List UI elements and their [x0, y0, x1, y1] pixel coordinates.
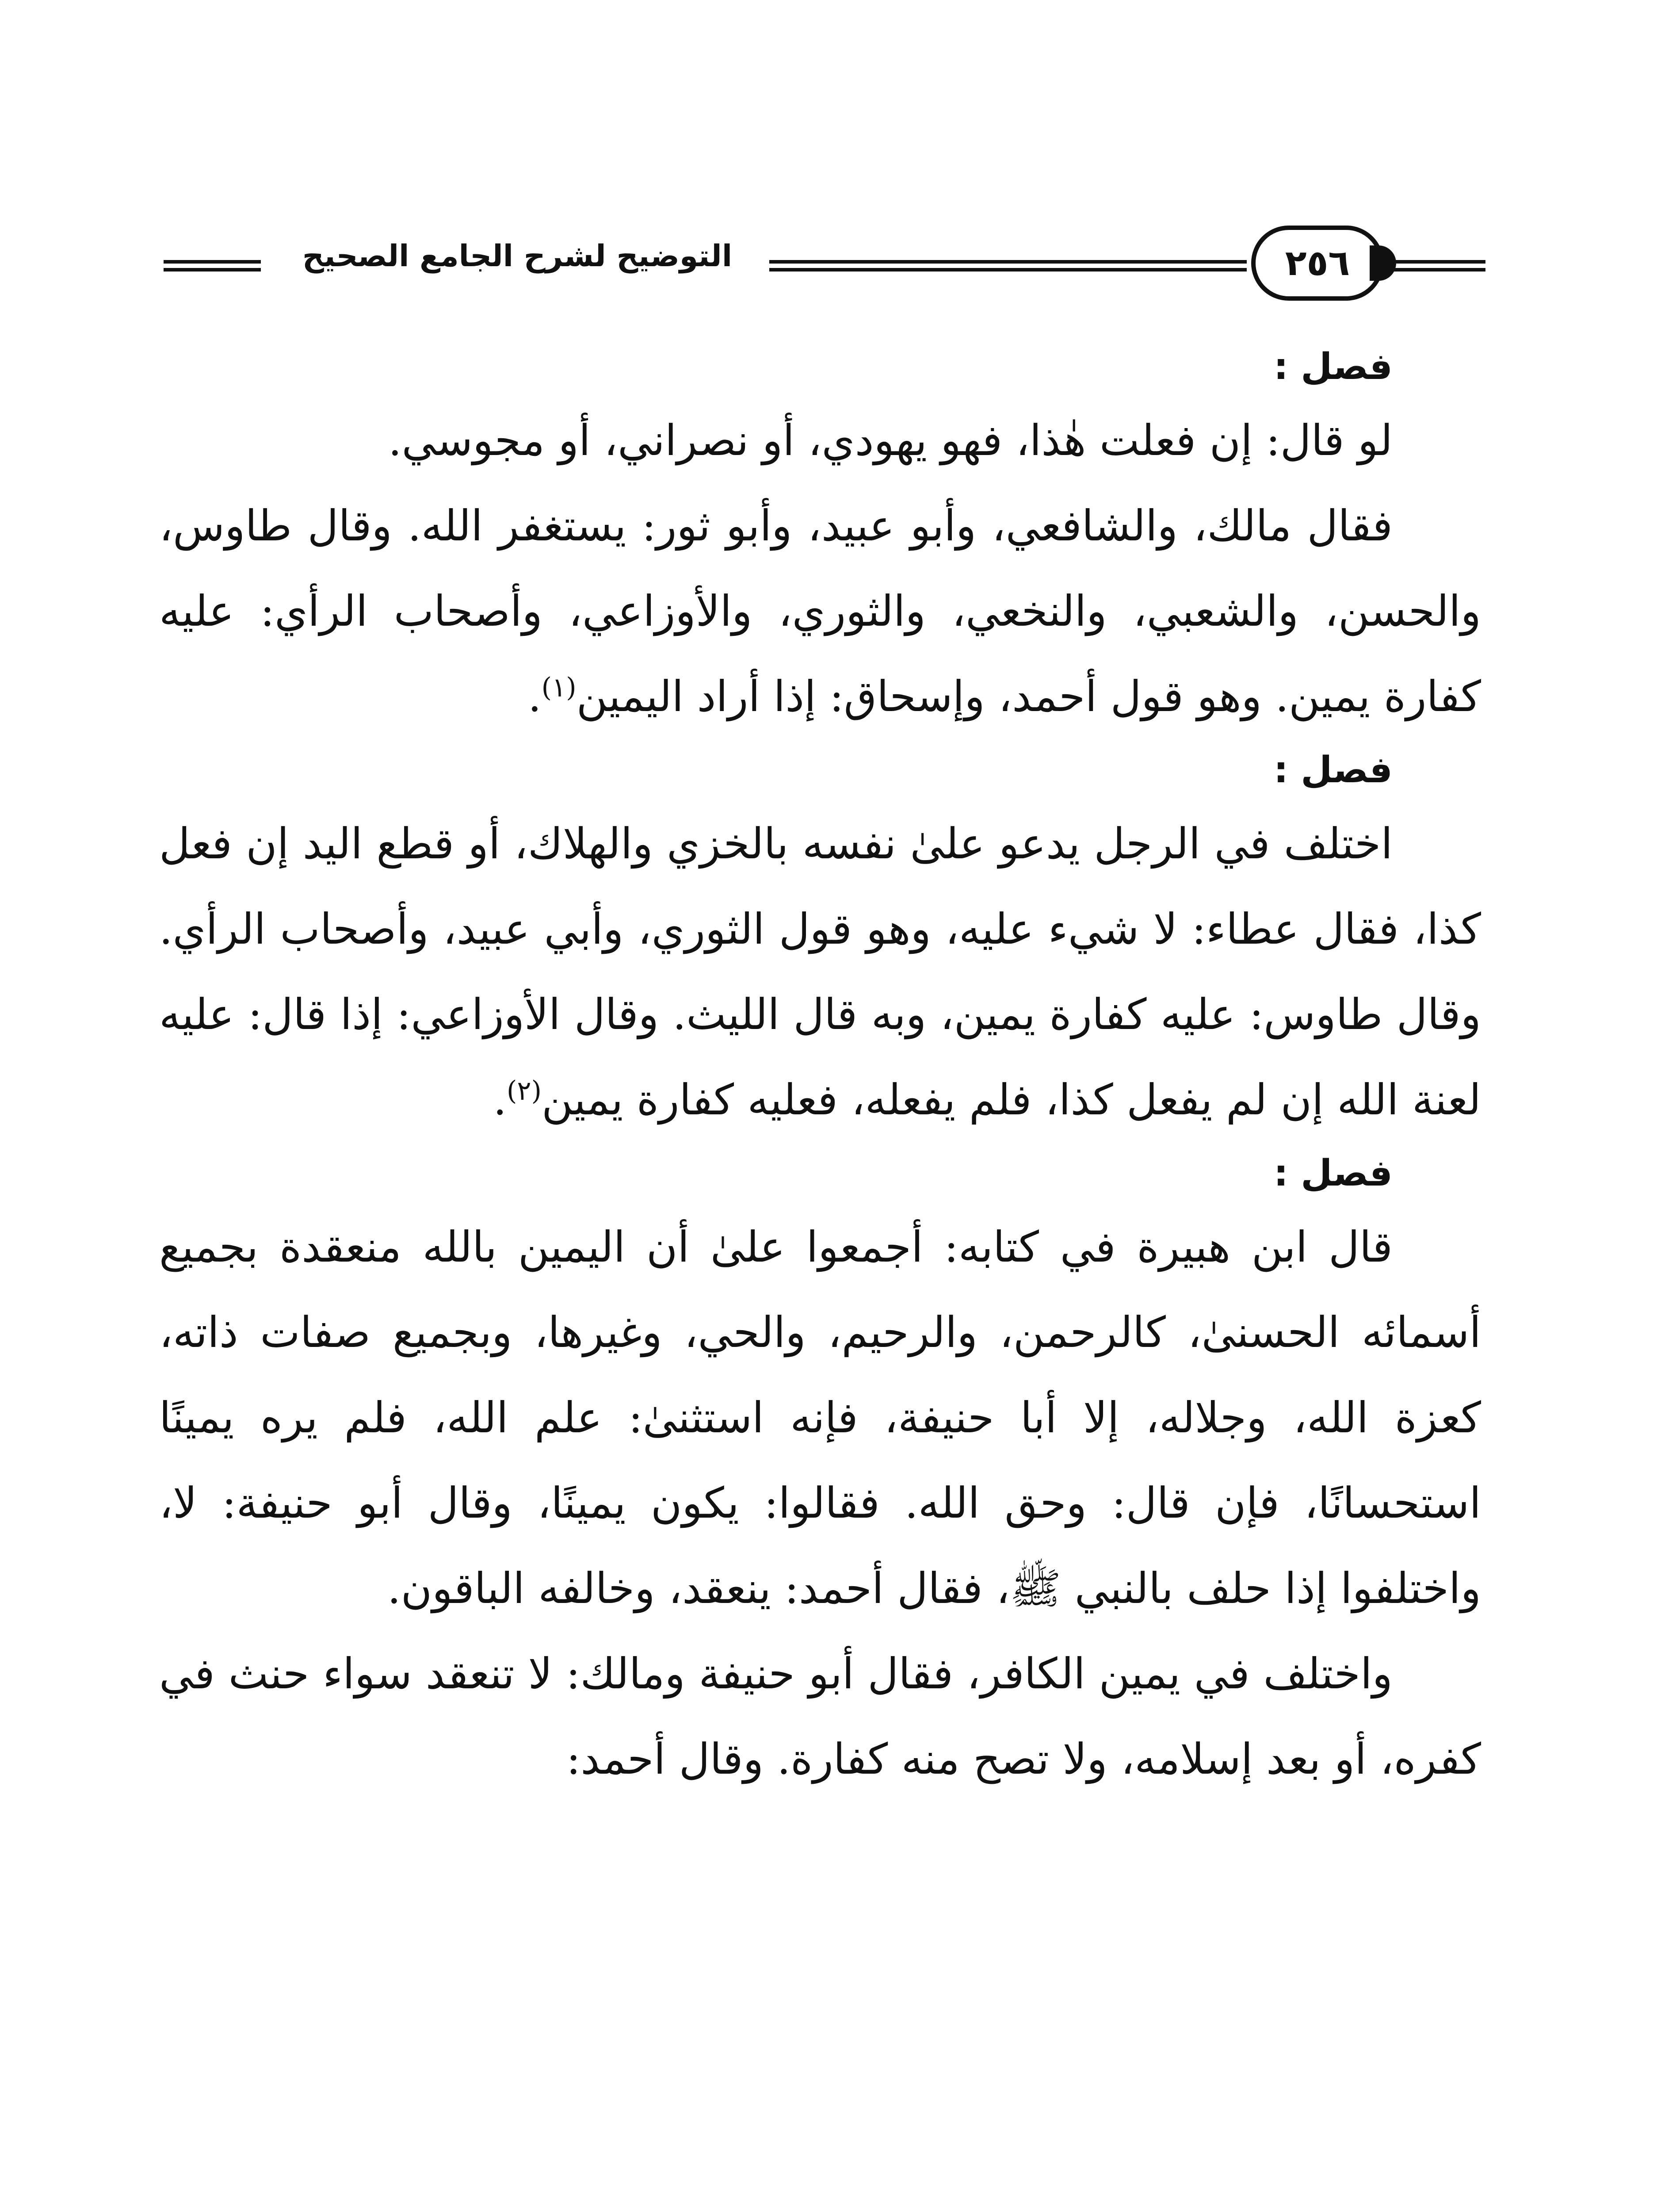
running-header	[164, 221, 1485, 310]
paragraph-text: قال ابن هبيرة في كتابه: أجمعوا علىٰ أن اليمين بالله منعقدة بجميع أسمائه الحسنىٰ، كالرحمن، والرحيم، والحي، وغيرها، وبجميع صفات ذاته، كعزة الله، وجلاله، إلا أبا حنيفة، فإنه استثنىٰ: علم الله، فلم يره يمينًا استحسانًا، فإن قال: وحق الله. فقالوا: يكون يمينًا، وقال أبو حنيفة: لا، واختلفوا إذا حلف بالنبي ﷺ، فقال أحمد: ينعقد، وخالفه الباقون.	[159, 1222, 1481, 1613]
running-title: التوضيح لشرح الجامع الصحيح	[302, 239, 733, 274]
paragraph-text-end: .	[528, 672, 542, 721]
main-text	[159, 336, 1481, 1802]
paragraph	[159, 1631, 1481, 1802]
paragraph-text: اختلف في الرجل يدعو علىٰ نفسه بالخزي والهلاك، أو قطع اليد إن فعل كذا، فقال عطاء: لا شيء عليه، وهو قول الثوري، وأبي عبيد، وأصحاب الرأي. وقال طاوس: عليه كفارة يمين، وبه قال الليث. وقال الأوزاعي: إذا قال: عليه لعنة الله إن لم يفعل كذا، فلم يفعله، فعليه كفارة يمين	[159, 819, 1481, 1125]
footnote-reference[interactable]: (١)	[541, 672, 577, 703]
header-rule-left	[164, 260, 261, 272]
paragraph	[159, 398, 1481, 483]
header-rule-middle	[769, 260, 1247, 272]
paragraph-text: لو قال: إن فعلت هٰذا، فهو يهودي، أو نصراني، أو مجوسي.	[388, 416, 1393, 465]
paragraph	[159, 801, 1481, 1143]
paragraph	[159, 1205, 1481, 1631]
paragraph-text-end: .	[493, 1075, 507, 1125]
section-heading: فصل :	[1273, 346, 1393, 388]
footnote-reference[interactable]: (٢)	[506, 1075, 542, 1106]
paragraph-text: فقال مالك، والشافعي، وأبو عبيد، وأبو ثور: يستغفر الله. وقال طاوس، والحسن، والشعبي، والنخعي، والثوري، والأوزاعي، وأصحاب الرأي: عليه كفارة يمين. وهو قول أحمد، وإسحاق: إذا أراد اليمين	[159, 501, 1481, 721]
section-heading: فصل :	[1273, 1152, 1393, 1194]
page-number: ٢٥٦	[1251, 226, 1384, 301]
paragraph	[159, 483, 1481, 739]
header-rule-right	[1393, 260, 1485, 272]
paragraph-text: واختلف في يمين الكافر، فقال أبو حنيفة ومالك: لا تنعقد سواء حنث في كفره، أو بعد إسلامه، ولا تصح منه كفارة. وقال أحمد:	[159, 1649, 1481, 1784]
section-heading: فصل :	[1273, 749, 1393, 791]
